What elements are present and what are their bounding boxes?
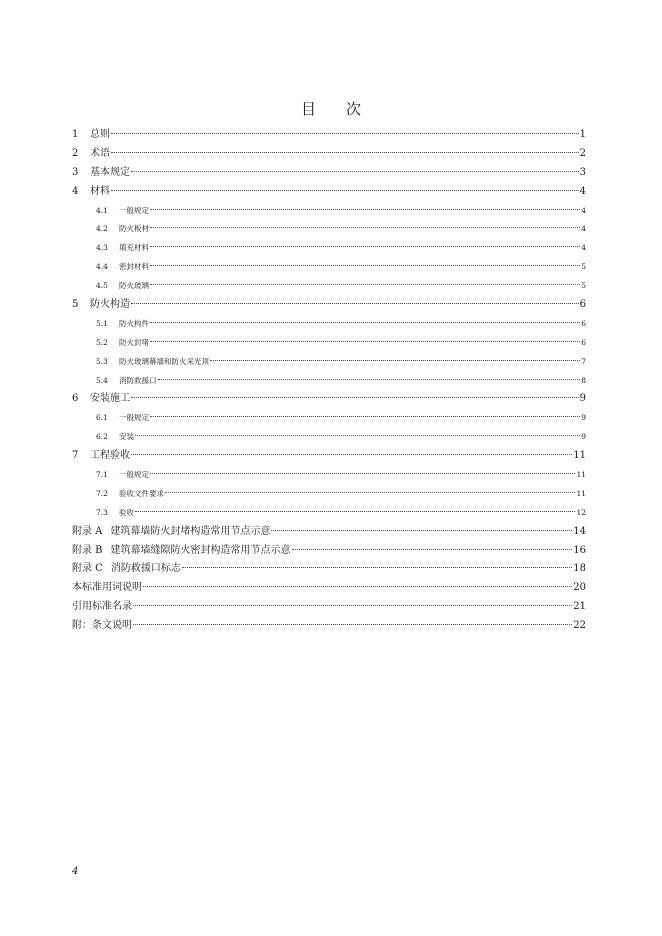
toc-entry-number: 附录 C <box>72 563 103 575</box>
toc-entry-number: 7.2 <box>96 488 108 498</box>
toc-dot-leader <box>131 171 579 172</box>
toc-entry-page: 18 <box>573 563 586 575</box>
toc-entry-number: 6.1 <box>96 413 108 423</box>
toc-entry[interactable] <box>72 296 586 315</box>
toc-entry-page: 4 <box>581 224 586 234</box>
toc-entry-label: 消防救援口标志 <box>110 563 181 575</box>
toc-entry-label: 防火构造 <box>90 299 130 311</box>
toc-entry-number: 4.4 <box>96 262 108 272</box>
toc-entry-page: 3 <box>579 166 586 178</box>
toc-entry[interactable] <box>72 239 586 258</box>
toc-entry-page: 6 <box>581 337 586 347</box>
toc-entry-label: 本标准用词说明 <box>72 582 142 594</box>
toc-dot-leader <box>150 209 580 210</box>
toc-entry[interactable] <box>72 258 586 277</box>
toc-dot-leader <box>131 303 579 304</box>
toc-entry[interactable] <box>72 617 586 636</box>
toc-entry-page: 6 <box>581 318 586 328</box>
toc-dot-leader <box>150 341 580 342</box>
toc-entry-label: 一般规定 <box>119 470 149 480</box>
toc-dot-leader <box>143 586 572 587</box>
toc-entry[interactable] <box>72 409 586 428</box>
toc-entry-label: 建筑幕墙缝隙防火密封构造常用节点示意 <box>110 544 291 556</box>
toc-entry-number: 4.2 <box>96 224 108 234</box>
toc-entry-label: 一般规定 <box>119 413 149 423</box>
toc-entry-page: 21 <box>573 601 586 613</box>
toc-dot-leader <box>131 454 572 455</box>
toc-entry-label: 填充材料 <box>119 243 149 253</box>
toc-entry-page: 5 <box>581 262 586 272</box>
toc-entry-page: 4 <box>581 243 586 253</box>
toc-title: 目 次 <box>300 100 361 118</box>
table-of-contents <box>72 126 586 636</box>
toc-dot-leader <box>133 624 572 625</box>
toc-entry-page: 11 <box>576 470 586 480</box>
toc-dot-leader <box>150 322 580 323</box>
toc-entry-page: 9 <box>579 393 586 405</box>
toc-entry-number: 5.1 <box>96 318 108 328</box>
toc-entry-page: 9 <box>581 432 586 442</box>
toc-entry-number: 6 <box>72 393 79 405</box>
toc-dot-leader <box>150 227 580 228</box>
toc-entry-label: 工程验收 <box>90 450 130 462</box>
toc-entry-page: 8 <box>581 375 586 385</box>
toc-dot-leader <box>210 360 580 361</box>
toc-entry-number: 附录 A <box>72 525 103 537</box>
toc-entry-page: 1 <box>579 129 586 140</box>
toc-dot-leader <box>292 549 573 550</box>
toc-entry-page: 9 <box>581 413 586 423</box>
toc-entry-number: 附录 B <box>72 544 103 556</box>
toc-entry[interactable] <box>72 315 586 334</box>
toc-entry-number: 5.4 <box>96 375 108 385</box>
toc-entry-page: 16 <box>573 544 586 556</box>
toc-entry-page: 12 <box>576 507 586 517</box>
toc-entry-number: 7.1 <box>96 470 108 480</box>
toc-entry-label: 材料 <box>90 185 110 197</box>
toc-entry[interactable] <box>72 372 586 391</box>
toc-entry[interactable] <box>72 220 586 239</box>
toc-entry[interactable] <box>72 428 586 447</box>
toc-entry[interactable] <box>72 353 586 372</box>
toc-entry-number: 3 <box>72 166 79 178</box>
toc-entry-label: 建筑幕墙防火封堵构造常用节点示意 <box>110 525 271 537</box>
toc-entry[interactable] <box>72 485 586 504</box>
toc-dot-leader <box>111 133 579 134</box>
toc-entry-number: 7.3 <box>96 507 108 517</box>
toc-entry-number: 4.3 <box>96 243 108 253</box>
toc-entry-page: 6 <box>579 299 586 311</box>
toc-dot-leader <box>165 492 575 493</box>
toc-entry-number: 1 <box>72 129 79 140</box>
toc-entry[interactable] <box>72 579 586 598</box>
toc-entry-number: 5.2 <box>96 337 108 347</box>
toc-entry[interactable] <box>72 542 586 561</box>
toc-entry-label: 消防救援口 <box>119 375 157 385</box>
toc-entry-number: 4 <box>72 185 79 197</box>
toc-entry-page: 7 <box>581 356 586 366</box>
toc-entry-page: 20 <box>573 582 586 594</box>
toc-entry-label: 验收 <box>119 507 134 517</box>
page-number: 4 <box>72 866 79 877</box>
toc-dot-leader <box>111 152 579 153</box>
toc-entry-page: 4 <box>579 185 586 197</box>
toc-dot-leader <box>131 397 579 398</box>
toc-dot-leader <box>150 265 580 266</box>
toc-dot-leader <box>150 473 575 474</box>
toc-entry[interactable] <box>72 145 586 164</box>
toc-entry-page: 11 <box>576 488 586 498</box>
toc-entry[interactable] <box>72 390 586 409</box>
toc-entry-page: 14 <box>573 525 586 537</box>
toc-entry[interactable] <box>72 202 586 221</box>
toc-entry-page: 11 <box>573 450 586 462</box>
toc-entry-label: 基本规定 <box>90 166 130 178</box>
toc-entry[interactable] <box>72 126 586 145</box>
toc-entry-label: 防火玻璃 <box>119 281 149 291</box>
toc-dot-leader <box>135 435 580 436</box>
toc-entry[interactable] <box>72 447 586 466</box>
toc-entry[interactable] <box>72 334 586 353</box>
toc-entry-page: 5 <box>581 281 586 291</box>
toc-dot-leader <box>158 379 581 380</box>
toc-entry-label: 总则 <box>90 129 110 140</box>
toc-entry[interactable] <box>72 523 586 542</box>
toc-entry-label: 安装 <box>119 432 134 442</box>
toc-entry[interactable] <box>72 504 586 523</box>
toc-entry-label: 防火构件 <box>119 318 149 328</box>
toc-dot-leader <box>111 190 579 191</box>
toc-entry-label: 验收文件要求 <box>119 488 164 498</box>
toc-entry-label: 防火板材 <box>119 224 149 234</box>
toc-entry[interactable] <box>72 277 586 296</box>
toc-entry-label: 引用标准名录 <box>72 601 132 613</box>
toc-dot-leader <box>150 416 580 417</box>
toc-dot-leader <box>135 511 575 512</box>
toc-entry-label: 密封材料 <box>119 262 149 272</box>
toc-entry-label: 防火封堵 <box>119 337 149 347</box>
toc-entry[interactable] <box>72 560 586 579</box>
toc-entry-number: 7 <box>72 450 79 462</box>
toc-entry[interactable] <box>72 466 586 485</box>
toc-dot-leader <box>150 246 580 247</box>
toc-entry-number: 2 <box>72 147 79 159</box>
toc-entry-number: 4.1 <box>96 205 108 215</box>
toc-entry-number: 5.3 <box>96 356 108 366</box>
toc-entry-label: 防火玻璃幕墙和防火采光顶 <box>119 356 209 366</box>
toc-entry-page: 4 <box>581 205 586 215</box>
toc-dot-leader <box>182 567 572 568</box>
toc-dot-leader <box>271 530 572 531</box>
toc-dot-leader <box>133 605 572 606</box>
toc-entry-label: 术语 <box>90 147 110 159</box>
toc-entry-page: 22 <box>573 620 586 632</box>
toc-entry-page: 2 <box>579 147 586 159</box>
toc-entry-number: 4.5 <box>96 281 108 291</box>
toc-entry[interactable] <box>72 164 586 183</box>
toc-entry-number: 6.2 <box>96 432 108 442</box>
toc-entry-label: 一般规定 <box>119 205 149 215</box>
toc-entry-label: 附：条文说明 <box>72 620 132 632</box>
toc-entry[interactable] <box>72 598 586 617</box>
toc-entry-number: 5 <box>72 299 79 311</box>
toc-entry-label: 安装施工 <box>90 393 130 405</box>
toc-dot-leader <box>150 284 580 285</box>
toc-entry[interactable] <box>72 183 586 202</box>
